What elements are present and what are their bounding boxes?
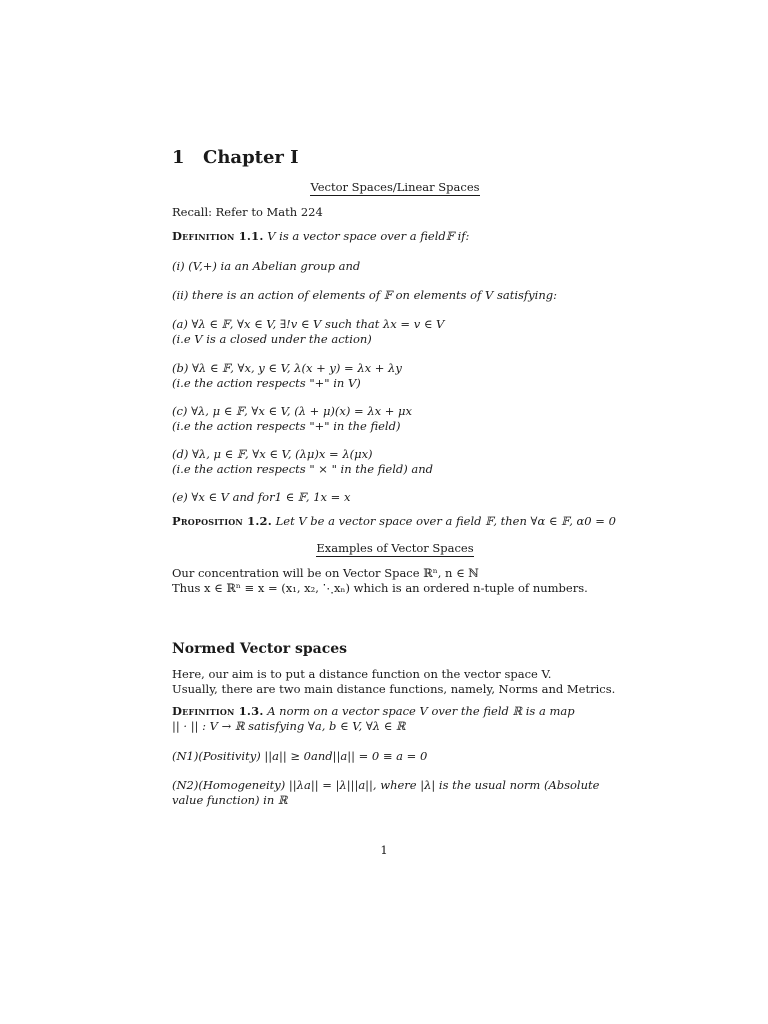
normed-line2: Usually, there are two main distance functions, namely, Norms and Metrics. bbox=[172, 681, 616, 696]
item-b bbox=[172, 361, 618, 390]
recall-line: Recall: Refer to Math 224 bbox=[172, 205, 323, 219]
item-c bbox=[172, 404, 618, 433]
item-d-line2: (i.e the action respects " × " in the field) and bbox=[172, 461, 434, 476]
examples-line1: Our concentration will be on Vector Space ℝⁿ, n ∈ ℕ bbox=[172, 566, 479, 580]
definition-text: V is a vector space over a field𝔽 if: bbox=[267, 229, 470, 243]
normed-heading: Normed Vector spaces bbox=[172, 641, 348, 657]
page-number: 1 bbox=[380, 843, 388, 857]
chapter-heading bbox=[172, 147, 299, 168]
item-d-line1: (d) ∀λ, μ ∈ 𝔽, ∀x ∈ V, (λμ)x = λ(μx) bbox=[172, 447, 373, 461]
item-b-line1: (b) ∀λ ∈ 𝔽, ∀x, y ∈ V, λ(x + y) = λx + λy bbox=[172, 361, 402, 375]
item-d bbox=[172, 447, 618, 476]
norm-axiom-n2 bbox=[172, 778, 618, 807]
definition-text-line1: A norm on a vector space V over the field ℝ is a map bbox=[267, 704, 575, 718]
norm-axiom-n2-line1: (N2)(Homogeneity) ||λa|| = |λ|||a||, where |λ| is the usual norm (Absolute bbox=[172, 778, 600, 792]
chapter-title: Chapter I bbox=[203, 147, 299, 168]
normed-paragraph bbox=[172, 667, 618, 696]
item-c-line2: (i.e the action respects "+" in the field) bbox=[172, 418, 401, 433]
definition-label: Definition 1.3. bbox=[172, 704, 264, 718]
item-a bbox=[172, 317, 618, 346]
norm-axiom-n1: (N1)(Positivity) ||a|| ≥ 0and||a|| = 0 ≡ a = 0 bbox=[172, 749, 428, 763]
examples-line2: Thus x ∈ ℝⁿ ≡ x = (x₁, x₂, ⋱xₙ) which is an ordered n-tuple of numbers. bbox=[172, 580, 588, 595]
item-e: (e) ∀x ∈ V and for1 ∈ 𝔽, 1x = x bbox=[172, 490, 351, 504]
definition-1-3 bbox=[172, 704, 618, 733]
definition-label: Definition 1.1. bbox=[172, 229, 264, 243]
proposition-text: Let V be a vector space over a field 𝔽, then ∀α ∈ 𝔽, α0 = 0 bbox=[275, 514, 616, 528]
item-c-line1: (c) ∀λ, μ ∈ 𝔽, ∀x ∈ V, (λ + μ)(x) = λx + μx bbox=[172, 404, 413, 418]
item-a-line2: (i.e V is a closed under the action) bbox=[172, 331, 372, 346]
definition-1-1 bbox=[172, 229, 618, 244]
item-ii: (ii) there is an action of elements of 𝔽 on elements of V satisfying: bbox=[172, 288, 557, 302]
section-title-examples: Examples of Vector Spaces bbox=[316, 541, 474, 555]
proposition-1-2 bbox=[172, 514, 618, 529]
item-i: (i) (V,+) ia an Abelian group and bbox=[172, 259, 361, 273]
section-title-vector-spaces: Vector Spaces/Linear Spaces bbox=[310, 180, 480, 194]
item-a-line1: (a) ∀λ ∈ 𝔽, ∀x ∈ V, ∃!v ∈ V such that λx = v ∈ V bbox=[172, 317, 445, 331]
proposition-label: Proposition 1.2. bbox=[172, 514, 272, 528]
chapter-number: 1 bbox=[172, 147, 185, 168]
norm-axiom-n2-line2: value function) in ℝ bbox=[172, 792, 288, 807]
item-b-line2: (i.e the action respects "+" in V) bbox=[172, 375, 361, 390]
normed-line1: Here, our aim is to put a distance function on the vector space V. bbox=[172, 667, 552, 681]
definition-text-line2: || · || : V → ℝ satisfying ∀a, b ∈ V, ∀λ ∈ ℝ bbox=[172, 718, 406, 733]
examples-paragraph bbox=[172, 566, 618, 595]
